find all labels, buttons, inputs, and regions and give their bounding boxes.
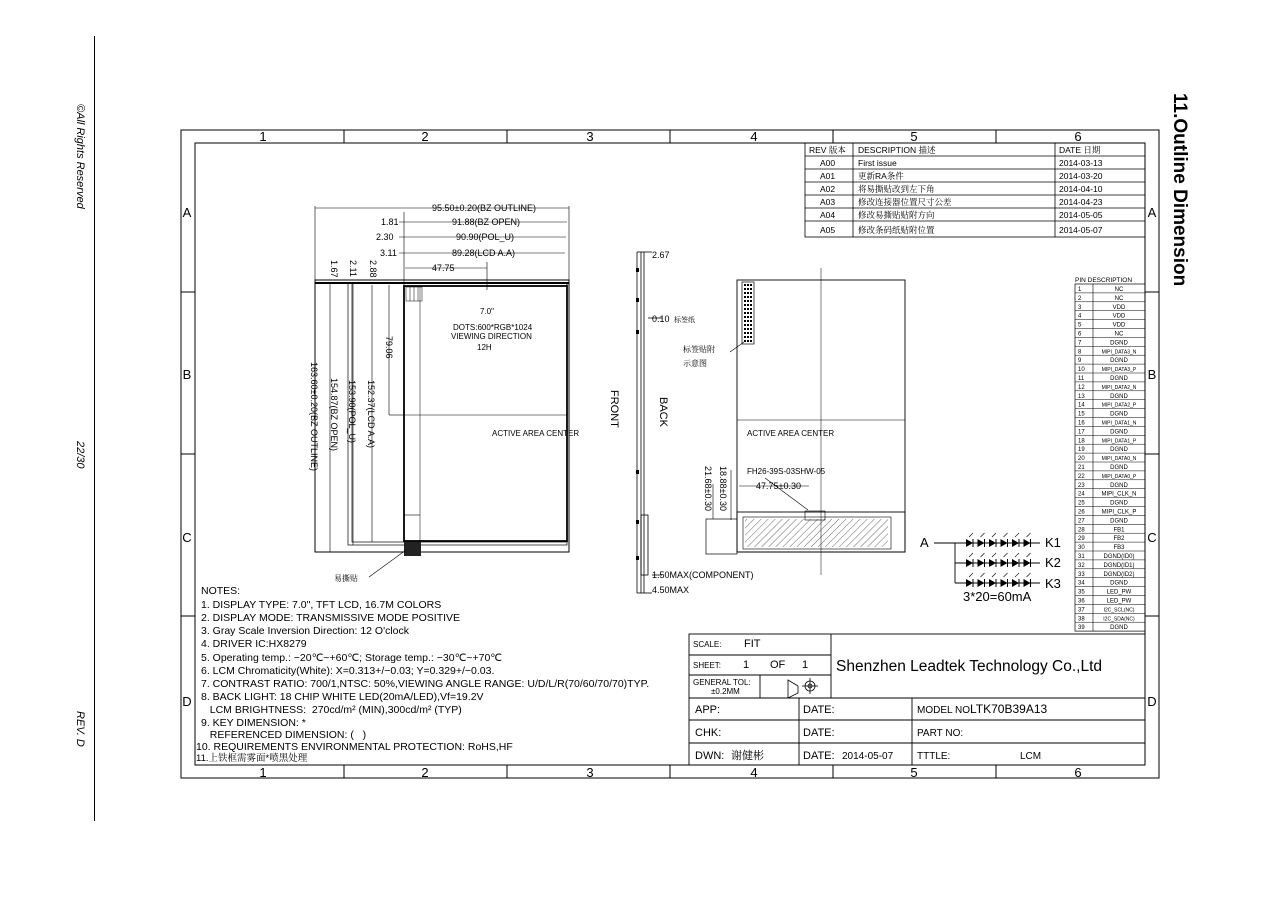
led-emission-arrow [969,553,973,557]
led-emission-arrow [1004,573,1008,577]
led-emission-arrow [992,533,996,537]
pin-number: 19 [1078,447,1085,454]
center-12h: 12H [477,343,492,352]
title-value: LCM [1020,751,1042,762]
led-k3: K3 [1045,576,1061,591]
pin-number: 12 [1078,384,1085,391]
pin-number: 34 [1078,580,1085,587]
pin-number: 11 [1078,376,1085,382]
pin-number: 26 [1078,509,1085,516]
tol-value: ±0.2MM [711,687,740,696]
led-k1: K1 [1045,535,1061,550]
pin-number: 22 [1078,473,1085,480]
pin-number: 1 [1078,287,1082,293]
pin-number: 31 [1078,554,1085,560]
pin-description: DGND [1110,358,1128,365]
dwn-label: DWN: [695,750,725,762]
led-diode [989,539,996,547]
pin-number: 16 [1078,420,1085,427]
note-5: 5. Operating temp.: −20℃~+60℃; Storage temp.: −30℃~+70℃ [201,652,503,664]
notes-title: NOTES: [201,585,241,597]
title-block [689,634,1145,765]
pin-description: I2C_SCL(NC) [1103,607,1135,614]
rev-row-0-desc: First issue [858,158,897,168]
led-emission-arrow [1027,573,1031,577]
rev-header-rev: REV 版本 [809,145,846,155]
pin-description: NC [1114,287,1124,293]
dim-2-67: 2.67 [652,250,670,260]
pin-description: DGND [1110,447,1128,454]
note-8: 8. BACK LIGHT: 18 CHIP WHITE LED(20mA/LED),Vf=19.2V [201,691,484,703]
rev-row-1-desc: 更新RA条件 [858,171,904,181]
note-3: 3. Gray Scale Inversion Direction: 12 O'clock [201,625,410,637]
dwn-date-label: DATE: [803,750,835,762]
dim-1-81: 1.81 [381,217,399,227]
center-dots: DOTS:600*RGB*1024 [453,323,533,332]
of-label: OF [770,659,786,671]
app-date-label: DATE: [803,704,835,716]
rev-row-4-date: 2014-05-05 [1059,210,1103,220]
section-title: 11.Outline Dimension [1169,93,1190,287]
grid-row-right-a: A [1147,205,1157,220]
pin-number: 8 [1078,349,1082,356]
model-value: LTK70B39A13 [970,702,1048,716]
pin-number: 4 [1078,313,1082,320]
grid-row-left-c: C [182,530,192,545]
page-number: 22/30 [74,441,86,469]
pin-description: VDD [1112,313,1126,320]
model-label: MODEL NO: [917,705,973,716]
pin-description: DGND [1110,580,1128,587]
company-name: Shenzhen Leadtek Technology Co.,Ltd [836,658,1102,675]
back-label-note-2: 示意图 [683,359,707,368]
led-emission-arrow [1027,553,1031,557]
note-9b: REFERENCED DIMENSION: ( ) [201,729,367,741]
label-paper-note: 标签纸 [674,317,695,324]
led-emission-arrow [992,573,996,577]
rev-row-5-date: 2014-05-07 [1059,225,1103,235]
pin-number: 33 [1078,571,1085,578]
led-emission-arrow [1027,533,1031,537]
dim-bz-outline-v: 163.60±0.20(BZ OUTLINE) [309,362,319,471]
rev-row-3-rev: A03 [820,197,836,207]
rev-row-2-rev: A02 [820,184,836,194]
pin-number: 21 [1078,465,1085,471]
rev-row-3-desc: 修改连接器位置尺寸公差 [858,197,952,207]
rev-row-5-desc: 修改条码纸贴附位置 [858,225,935,235]
pin-number: 32 [1078,562,1085,569]
grid-col-bottom-4: 4 [750,765,758,780]
pin-description: DGND(ID1) [1103,562,1135,569]
dim-4-50max: 4.50MAX [652,585,690,595]
led-emission-arrow [981,573,985,577]
pin-description: MIPI_DATA0_N [1101,456,1137,463]
rev-row-0-date: 2014-03-13 [1059,158,1103,168]
pin-description: MIPI_DATA2_P [1101,402,1137,409]
led-k2: K2 [1045,555,1061,570]
of-value: 1 [802,659,809,671]
grid-row-left-d: D [182,694,192,709]
rev-row-4-rev: A04 [820,210,836,220]
scale-label: SCALE: [693,640,722,649]
grid-col-bottom-5: 5 [910,765,918,780]
center-size: 7.0" [480,307,494,316]
pin-number: 20 [1078,456,1085,463]
app-label: APP: [695,704,721,716]
led-current: 3*20=60mA [963,589,1032,604]
grid-col-bottom-6: 6 [1074,765,1082,780]
led-emission-arrow [1015,573,1019,577]
grid-col-top-2: 2 [421,129,429,144]
pin-description: MIPI_CLK_P [1101,509,1137,516]
grid-col-top-4: 4 [750,129,758,144]
pin-number: 24 [1078,491,1085,498]
dim-2-11: 2.11 [348,260,358,277]
rev-header-desc: DESCRIPTION 描述 [858,145,936,155]
dim-component: 1.50MAX(COMPONENT) [652,570,754,580]
pin-number: 17 [1078,429,1085,436]
pin-description: DGND(ID2) [1103,571,1135,578]
led-diode [978,559,985,567]
pin-description: NC [1114,331,1124,338]
pin-description: DGND [1110,340,1128,347]
rights-text: ©All Rights Reserved [74,104,86,209]
led-emission-arrow [981,533,985,537]
dwn-date-value: 2014-05-07 [842,751,894,762]
led-diode [1001,579,1008,587]
note-6: 6. LCM Chromaticity(White): X=0.313+/−0.03; Y=0.329+/−0.03. [201,665,495,677]
led-emission-arrow [1015,553,1019,557]
pin-number: 9 [1078,358,1082,365]
tear-label: 易撕贴 [334,574,358,583]
led-diode [966,559,973,567]
dim-1-67: 1.67 [329,260,339,278]
back-label-note-1: 标签贴附 [683,345,715,354]
rev-row-0-rev: A00 [820,158,836,168]
pin-number: 5 [1078,322,1082,329]
pin-description: NC [1114,295,1124,302]
rev-row-1-date: 2014-03-20 [1059,171,1103,181]
title-label: TTTLE: [917,751,951,762]
front-active-area: ACTIVE AREA CENTER [492,429,580,438]
grid-row-right-d: D [1147,694,1157,709]
dim-bz-open: 91.88(BZ OPEN) [452,217,521,227]
dim-bz-outline: 95.50±0.20(BZ OUTLINE) [432,203,536,213]
led-emission-arrow [1004,553,1008,557]
led-emission-arrow [1015,533,1019,537]
pin-number: 25 [1078,500,1085,507]
pin-description: DGND [1110,393,1128,400]
pin-description: MIPI_DATA3_N [1101,349,1137,356]
pin-number: 14 [1078,402,1085,409]
pin-description: DGND [1110,500,1128,507]
rev-row-5-rev: A05 [820,225,836,235]
pin-number: 39 [1078,625,1085,632]
led-diode [978,539,985,547]
pin-description: VDD [1112,322,1126,329]
pin-description: MIPI_DATA3_P [1101,367,1137,374]
pin-description: DGND [1110,429,1128,436]
center-viewing: VIEWING DIRECTION [451,332,532,341]
pin-description: VDD [1112,304,1126,311]
pin-description: MIPI_DATA2_N [1101,384,1137,391]
dim-47-75-back: 47.75±0.30 [756,481,801,491]
dim-lcd-aa: 89.28(LCD A.A) [452,248,516,258]
front-label: FRONT [608,390,620,428]
pin-description: FB2 [1113,536,1125,543]
grid-row-left-a: A [182,205,192,220]
dwn-value: 谢健彬 [731,750,764,762]
dim-pol-u: 90.90(POL_U) [456,232,515,242]
led-diode [1024,559,1031,567]
dim-21-68: 21.68±0.30 [703,466,713,511]
led-diodes [966,533,1031,587]
led-diode [989,579,996,587]
pin-table-title: PIN DESCRIPTION [1075,277,1133,284]
pin-description: DGND [1110,518,1128,525]
pin-table [1075,284,1145,631]
rev-header-date: DATE 日期 [1059,145,1101,155]
grid-col-top-6: 6 [1074,129,1082,144]
pin-number: 13 [1078,393,1085,400]
pin-description: MIPI_DATA0_P [1101,473,1137,480]
scale-value: FIT [744,638,761,650]
grid-row-right-c: C [1147,530,1157,545]
pin-number: 36 [1078,598,1085,605]
note-4: 4. DRIVER IC:HX8279 [201,638,307,650]
led-diode [1012,539,1019,547]
pin-number: 10 [1078,367,1085,374]
pin-description: I2C_SDA(NC) [1103,616,1135,623]
grid-row-right-b: B [1147,367,1157,382]
pin-number: 15 [1078,411,1085,418]
pin-description: DGND [1110,376,1128,382]
back-label: BACK [657,397,669,427]
rev-row-3-date: 2014-04-23 [1059,197,1103,207]
dim-79-06: 79.06 [384,336,394,359]
pin-description: FB3 [1113,545,1125,552]
dim-2-30: 2.30 [376,232,394,242]
led-diode [1012,559,1019,567]
led-diode [1024,579,1031,587]
pin-number: 30 [1078,545,1085,552]
led-diode [978,579,985,587]
tol-label: GENERAL TOL: [693,678,751,687]
pin-description: FB1 [1113,527,1125,534]
note-2: 2. DISPLAY MODE: TRANSMISSIVE MODE POSITIVE [201,612,461,624]
grid-col-top-5: 5 [910,129,918,144]
dim-lcd-aa-v: 152.37(LCD A.A) [366,380,376,449]
note-11: 11.上铁框需雾面*喷黑处理 [196,753,308,764]
note-9: 9. KEY DIMENSION: * [201,717,306,729]
pin-description: DGND [1110,411,1128,418]
pin-number: 27 [1078,518,1085,525]
grid-col-top-1: 1 [259,129,267,144]
fpc-pads [406,287,422,301]
led-diode [1001,539,1008,547]
note-8b: LCM BRIGHTNESS: 270cd/m² (MIN),300cd/m² (TYP) [201,704,462,716]
dim-47-75: 47.75 [432,263,455,273]
grid-col-bottom-1: 1 [259,765,267,780]
grid-col-top-3: 3 [586,129,594,144]
grid-col-bottom-3: 3 [586,765,594,780]
sheet-value: 1 [743,659,750,671]
rev-row-4-desc: 修改易撕贴贴附方向 [858,210,935,220]
backlight-fpc-hatch [745,519,888,547]
pin-description: DGND(ID0) [1103,554,1135,560]
dim-bz-open-v: 154.87(BZ OPEN) [329,378,339,452]
projection-symbol [788,678,818,698]
pin-number: 6 [1078,331,1082,338]
note-10: 10. REQUIREMENTS ENVIRONMENTAL PROTECTION: RoHS,HF [196,741,513,753]
rev-row-1-rev: A01 [820,171,836,181]
led-anode: A [920,535,929,550]
grid-col-bottom-2: 2 [421,765,429,780]
led-emission-arrow [1004,533,1008,537]
led-emission-arrow [969,533,973,537]
note-1: 1. DISPLAY TYPE: 7.0", TFT LCD, 16.7M COLORS [201,599,442,611]
pin-number: 18 [1078,438,1085,445]
led-diode [966,579,973,587]
pin-number: 37 [1078,607,1085,614]
dim-3-11: 3.11 [380,248,397,258]
rev-row-2-date: 2014-04-10 [1059,184,1103,194]
pin-description: DGND [1110,482,1128,489]
barcode-label [743,284,752,342]
pin-number: 7 [1078,340,1082,347]
led-emission-arrow [981,553,985,557]
led-emission-arrow [992,553,996,557]
tear-tab [404,542,421,556]
rev-row-2-desc: 将易撕贴改到左下角 [858,184,935,194]
dim-2-88: 2.88 [368,260,378,278]
pin-number: 35 [1078,589,1085,596]
dim-0-10: 0.10 [652,314,670,324]
chk-date-label: DATE: [803,727,835,739]
part-label: PART NO: [917,728,964,739]
pin-number: 28 [1078,527,1085,534]
chk-label: CHK: [695,727,722,739]
pin-description: MIPI_DATA1_P [1101,438,1137,445]
pin-description: LED_PW [1106,598,1132,605]
grid-row-left-b: B [182,367,192,382]
led-diode [1024,539,1031,547]
led-diode [966,539,973,547]
led-diode [1001,559,1008,567]
pin-description: MIPI_DATA1_N [1101,420,1137,427]
pin-description: LED_PW [1106,589,1132,596]
led-diode [1012,579,1019,587]
note-7: 7. CONTRAST RATIO: 700/1,NTSC: 50%,VIEWING ANGLE RANGE: U/D/L/R(70/60/70/70)TYP. [201,678,650,690]
pin-number: 3 [1078,304,1082,311]
pin-number: 38 [1078,616,1085,623]
led-diode [989,559,996,567]
pin-description: MIPI_CLK_N [1101,491,1137,498]
pin-number: 2 [1078,295,1082,302]
back-active-area: ACTIVE AREA CENTER [747,429,835,438]
led-emission-arrow [969,573,973,577]
pin-number: 29 [1078,536,1085,543]
pin-number: 23 [1078,482,1085,489]
pin-description: DGND [1110,625,1128,632]
connector-part: FH26-39S-03SHW-05 [747,467,826,476]
dim-pol-u-v: 153.90(POL_U) [347,380,357,444]
sheet-label: SHEET: [693,661,722,670]
dim-18-88: 18.88±0.30 [718,466,728,511]
side-view-marks [636,268,639,560]
pin-description: DGND [1110,465,1128,471]
revision-text: REV. D [74,711,86,747]
